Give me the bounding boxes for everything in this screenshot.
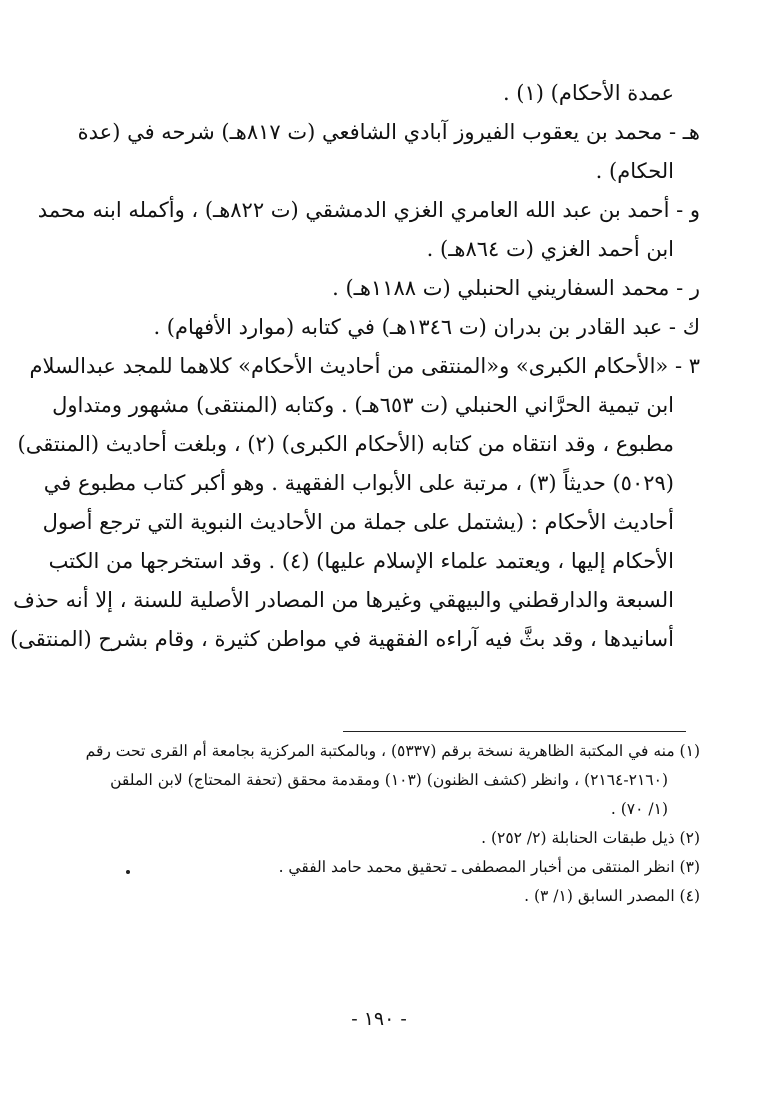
main-line-13: الأحكام إليها ، ويعتمد علماء الإسلام عليها) (٤) . وقد استخرجها من الكتب [48, 549, 674, 573]
main-line-7: ك - عبد القادر بن بدران (ت ١٣٤٦هـ) في كتابه (موارد الأفهام) . [153, 315, 700, 339]
footnote-line-6: (٤) المصدر السابق (١/ ٣) . [524, 887, 700, 905]
main-line-2: هـ - محمد بن يعقوب الفيروز آبادي الشافعي (ت ٨١٧هـ) شرحه في (عدة [77, 120, 700, 144]
main-line-15: أسانيدها ، وقد بثَّ فيه آراءه الفقهية في مواطن كثيرة ، وقام بشرح (المنتقى) [10, 627, 674, 651]
main-line-5: ابن أحمد الغزي (ت ٨٦٤هـ) . [426, 237, 674, 261]
footnote-line-1: (١) منه في المكتبة الظاهرية نسخة برقم (٥٣٣٧) ، وبالمكتبة المركزية بجامعة أم القرى تحت رقم [85, 742, 700, 760]
main-line-6: ر - محمد السفاريني الحنبلي (ت ١١٨٨هـ) . [332, 276, 700, 300]
footnote-separator [343, 731, 686, 732]
main-line-10: مطبوع ، وقد انتقاه من كتابه (الأحكام الكبرى) (٢) ، وبلغت أحاديث (المنتقى) [17, 432, 674, 456]
main-line-8: ٣ - «الأحكام الكبرى» و«المنتقى من أحاديث الأحكام» كلاهما للمجد عبدالسلام [29, 354, 700, 378]
main-line-14: السبعة والدارقطني والبيهقي وغيرها من المصادر الأصلية للسنة ، إلا أنه حذف [13, 588, 674, 612]
main-line-1: عمدة الأحكام) (١) . [502, 81, 674, 105]
main-line-3: الحكام) . [595, 159, 674, 183]
footnote-line-4: (٢) ذيل طبقات الحنابلة (٢/ ٢٥٢) . [481, 829, 700, 847]
main-line-12: أحاديث الأحكام : (يشتمل على جملة من الأحاديث النبوية التي ترجع أصول [42, 510, 674, 534]
main-line-11: (٥٠٢٩) حديثاً (٣) ، مرتبة على الأبواب الفقهية . وهو أكبر كتاب مطبوع في [43, 471, 674, 495]
page-number: - ١٩٠ - [351, 1008, 407, 1030]
footnote-line-3: (١/ ٧٠) . [610, 800, 668, 818]
main-line-4: و - أحمد بن عبد الله العامري الغزي الدمشقي (ت ٨٢٢هـ) ، وأكمله ابنه محمد [37, 198, 700, 222]
main-text-block [10, 74, 700, 659]
footnotes-block [60, 737, 700, 911]
main-line-9: ابن تيمية الحرَّاني الحنبلي (ت ٦٥٣هـ) . وكتابه (المنتقى) مشهور ومتداول [52, 393, 674, 417]
footnote-line-2: (٢١٦٠-٢١٦٤) ، وانظر (كشف الظنون) (١٠٣) ومقدمة محقق (تحفة المحتاج) لابن الملقن [110, 771, 668, 789]
stray-dot-mark [126, 870, 130, 874]
footnote-line-5: (٣) انظر المنتقى من أخبار المصطفى ـ تحقيق محمد حامد الفقي . [278, 858, 700, 876]
